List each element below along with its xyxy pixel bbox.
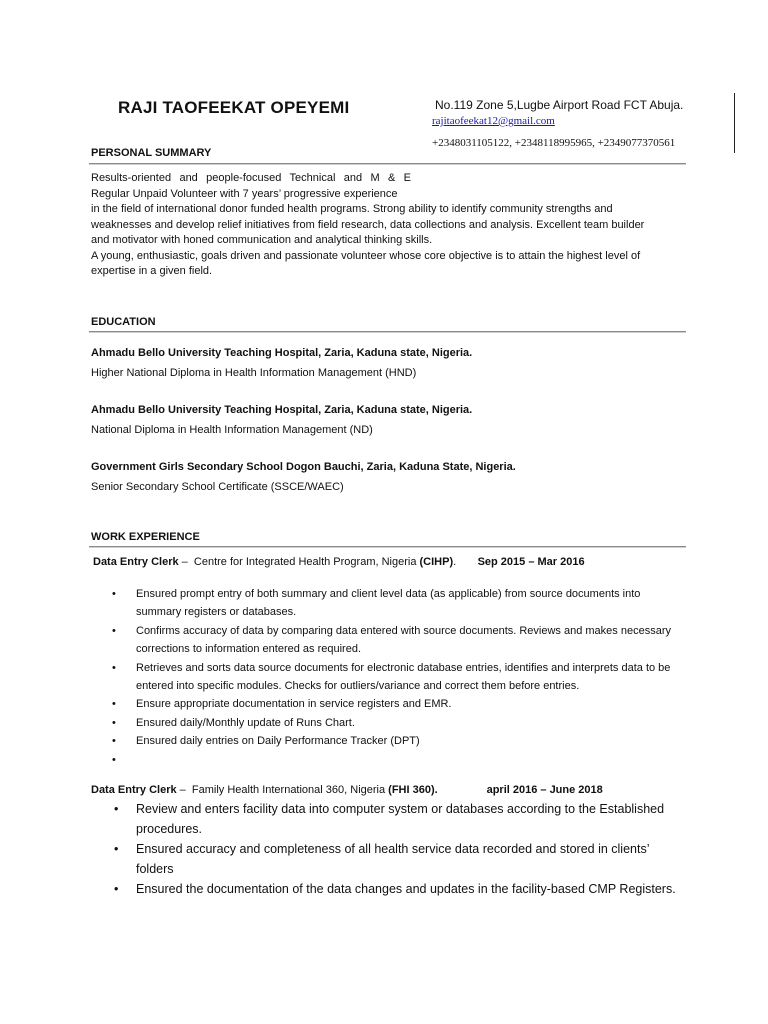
list-item: • Ensured daily/Monthly update of Runs Chart.: [110, 714, 680, 732]
job-title: Data Entry Clerk: [93, 556, 179, 568]
list-item: [110, 751, 680, 769]
summary-line: A young, enthusiastic, goals driven and passionate volunteer whose core objective is to attain the highest level of: [91, 249, 641, 262]
education-qualification: Higher National Diploma in Health Information Management (HND): [91, 367, 417, 379]
summary-line: and motivator with honed communication and analytical thinking skills.: [91, 234, 433, 246]
list-item: • Ensured prompt entry of both summary and client level data (as applicable) from source documents into summary registers or databases.: [110, 585, 680, 622]
summary-text: [91, 171, 686, 280]
education-institution: Ahmadu Bello University Teaching Hospital, Zaria, Kaduna state, Nigeria.: [91, 347, 473, 359]
education-qualification: National Diploma in Health Information Management (ND): [91, 424, 373, 436]
section-heading-education: EDUCATION: [91, 316, 156, 328]
job-dates: april 2016 – June 2018: [486, 784, 603, 796]
summary-line: expertise in a given field.: [91, 265, 213, 277]
summary-line: Results-oriented and people-focused Technical and M & E: [91, 172, 411, 184]
list-item: • Retrieves and sorts data source documents for electronic database entries, identifies and interprets data to be entered into specific modules. Checks for outliers/variance and correct them before entries.: [110, 659, 680, 696]
section-rule: [89, 331, 686, 333]
list-item: • Review and enters facility data into computer system or databases according to the Established procedures.: [112, 799, 682, 839]
list-item: • Ensure appropriate documentation in service registers and EMR.: [110, 695, 680, 713]
section-heading-work: WORK EXPERIENCE: [91, 531, 200, 543]
job-title: Data Entry Clerk: [91, 784, 177, 796]
job-dash: –: [176, 784, 192, 796]
job-organization: Family Health International 360, Nigeria: [191, 784, 389, 796]
job-dates: Sep 2015 – Mar 2016: [477, 556, 585, 568]
address: No.119 Zone 5,Lugbe Airport Road FCT Abuja.: [435, 98, 684, 112]
education-institution: Ahmadu Bello University Teaching Hospital, Zaria, Kaduna state, Nigeria.: [91, 404, 473, 416]
summary-line: Regular Unpaid Volunteer with 7 years’ progressive experience: [91, 187, 398, 200]
job-gap: .: [453, 556, 478, 568]
list-item: • Ensured daily entries on Daily Performance Tracker (DPT): [110, 732, 680, 750]
job-organization: Centre for Integrated Health Program, Nigeria: [193, 556, 420, 568]
section-heading-summary: PERSONAL SUMMARY: [91, 147, 212, 159]
summary-line: weaknesses and develop relief initiatives from field research, data collections and analysis. Excellent team builder: [91, 218, 645, 231]
job-heading: [93, 556, 585, 568]
job-gap: [438, 784, 487, 796]
section-rule: [89, 163, 686, 165]
job-org-abbr: (CIHP): [419, 556, 454, 568]
list-item: • Ensured the documentation of the data changes and updates in the facility-based CMP Registers.: [112, 879, 682, 899]
section-rule: [89, 546, 686, 548]
email-link[interactable]: rajitaofeekat12@gmail.com: [432, 115, 555, 127]
job-heading: [91, 784, 603, 796]
list-item: • Ensured accuracy and completeness of all health service data recorded and stored in clients’ folders: [112, 839, 682, 879]
job-duties-list: [110, 585, 680, 769]
job-dash: –: [178, 556, 194, 568]
job-duties-list: [112, 799, 682, 899]
list-item: • Confirms accuracy of data by comparing data entered with source documents. Reviews and makes necessary corrections to information entered as required.: [110, 622, 680, 659]
education-institution: Government Girls Secondary School Dogon Bauchi, Zaria, Kaduna State, Nigeria.: [91, 461, 516, 473]
candidate-name: RAJI TAOFEEKAT OPEYEMI: [118, 98, 350, 117]
summary-line: in the field of international donor funded health programs. Strong ability to identify community strengths and: [91, 203, 613, 215]
education-qualification: Senior Secondary School Certificate (SSCE/WAEC): [91, 481, 344, 493]
divider: [734, 93, 735, 153]
phone-numbers: +2348031105122, +2348118995965, +2349077370561: [432, 137, 676, 149]
job-org-abbr: (FHI 360).: [388, 784, 438, 796]
